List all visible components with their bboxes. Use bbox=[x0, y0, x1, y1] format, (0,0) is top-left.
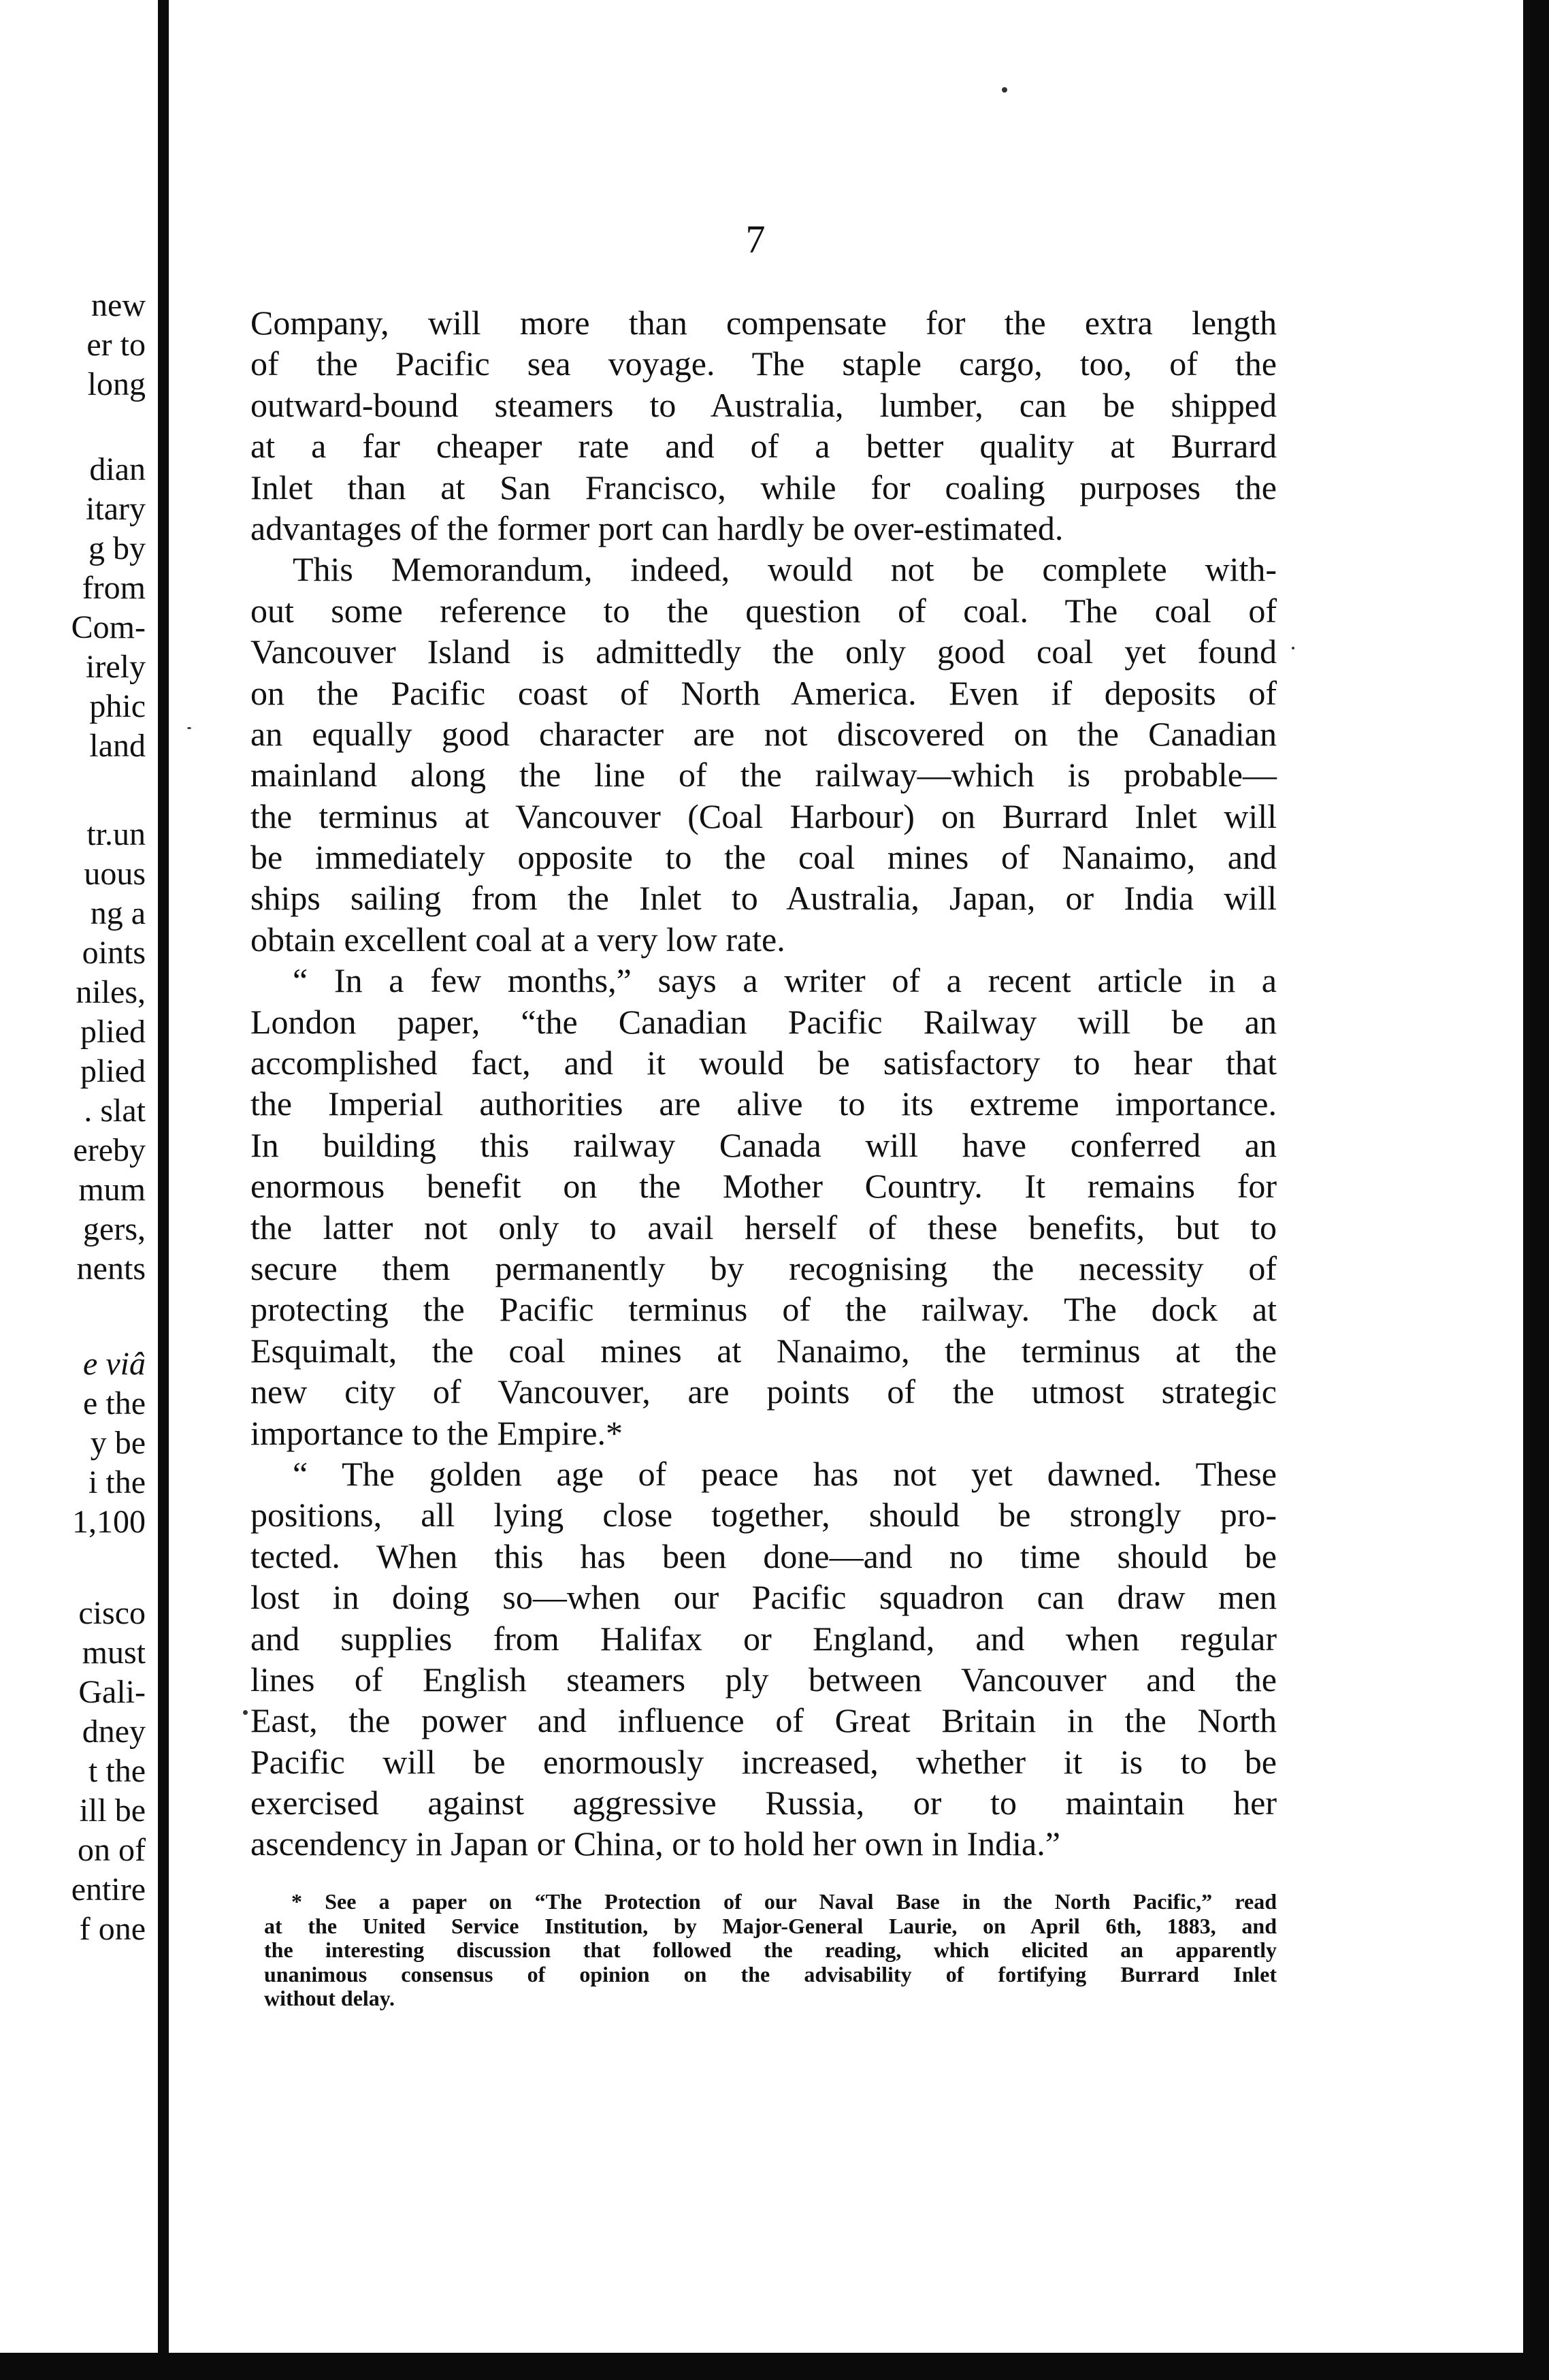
body-line: of the Pacific sea voyage. The staple cargo, too, of the bbox=[250, 344, 1277, 383]
body-line: lines of English steamers ply between Vancouver and the bbox=[250, 1660, 1277, 1699]
facing-page-text: land bbox=[89, 728, 146, 764]
body-line: Esquimalt, the coal mines at Nanaimo, the terminus at the bbox=[250, 1331, 1277, 1370]
facing-page-text: niles, bbox=[76, 974, 146, 1010]
body-line: importance to the Empire.* bbox=[250, 1413, 623, 1452]
facing-page-text: ill be bbox=[79, 1792, 146, 1829]
facing-page-text: ereby bbox=[73, 1132, 146, 1168]
scan-speck bbox=[243, 1710, 248, 1715]
facing-page-text: nents bbox=[76, 1251, 146, 1287]
footnote-line: at the United Service Institution, by Major-General Laurie, on April 6th, 1883, and bbox=[264, 1913, 1277, 1938]
body-line: new city of Vancouver, are points of the utmost strategic bbox=[250, 1372, 1277, 1411]
facing-page-text: Gali- bbox=[78, 1674, 146, 1710]
facing-page-text: 1,100 bbox=[72, 1504, 146, 1540]
facing-page-text: mum bbox=[78, 1172, 146, 1208]
footnote-line: the interesting discussion that followed the reading, which elicited an apparently bbox=[264, 1937, 1277, 1962]
body-line: accomplished fact, and it would be satisfactory to hear that bbox=[250, 1044, 1277, 1082]
body-line: tected. When this has been done—and no time should be bbox=[250, 1537, 1277, 1575]
facing-page-text: . slat bbox=[84, 1093, 146, 1129]
body-line: exercised against aggressive Russia, or to maintain her bbox=[250, 1784, 1277, 1822]
facing-page-text: entire bbox=[71, 1871, 146, 1908]
facing-page-text: uous bbox=[84, 856, 146, 892]
footnote-line: without delay. bbox=[264, 1986, 395, 2010]
facing-page-text: g by bbox=[88, 530, 146, 566]
body-line: East, the power and influence of Great Britain in the North bbox=[250, 1701, 1277, 1740]
body-line: London paper, “the Canadian Pacific Railway will be an bbox=[250, 1002, 1277, 1041]
body-line: the terminus at Vancouver (Coal Harbour) on Burrard Inlet will bbox=[250, 797, 1277, 835]
scan-speck bbox=[187, 727, 191, 729]
facing-page-text: dney bbox=[82, 1714, 146, 1750]
facing-page-text: e the bbox=[83, 1385, 146, 1421]
body-line: the latter not only to avail herself of these benefits, but to bbox=[250, 1208, 1277, 1247]
body-line: the Imperial authorities are alive to its extreme importance. bbox=[250, 1084, 1277, 1123]
body-line: positions, all lying close together, should be strongly pro- bbox=[250, 1496, 1277, 1534]
facing-page-text: Com- bbox=[71, 609, 146, 645]
facing-page-text: y be bbox=[90, 1425, 146, 1461]
facing-page-text: e viâ bbox=[83, 1346, 146, 1382]
facing-page-text: t the bbox=[88, 1753, 146, 1789]
facing-page-text: tr.un bbox=[86, 816, 146, 852]
footnote-line: unanimous consensus of opinion on the advisability of fortifying Burrard Inlet bbox=[264, 1961, 1277, 1987]
facing-page-text: ng a bbox=[90, 895, 146, 931]
facing-page-text: oints bbox=[82, 935, 146, 971]
facing-page-text: plied bbox=[80, 1014, 146, 1050]
body-line: protecting the Pacific terminus of the railway. The dock at bbox=[250, 1290, 1277, 1329]
body-line: In building this railway Canada will have conferred an bbox=[250, 1125, 1277, 1164]
footnote-line: * See a paper on “The Protection of our Naval Base in the North Pacific,” read bbox=[291, 1889, 1277, 1914]
facing-page-text: i the bbox=[88, 1464, 146, 1500]
body-line: Inlet than at San Francisco, while for coaling purposes the bbox=[250, 468, 1277, 506]
body-line: secure them permanently by recognising the necessity of bbox=[250, 1249, 1277, 1287]
body-line: enormous benefit on the Mother Country. It remains for bbox=[250, 1167, 1277, 1206]
book-gutter bbox=[158, 0, 169, 2380]
facing-page-text: itary bbox=[86, 491, 146, 527]
body-line: “ The golden age of peace has not yet dawned. These bbox=[293, 1454, 1277, 1493]
scan-border-bottom bbox=[0, 2353, 1549, 2380]
body-line: This Memorandum, indeed, would not be complete with- bbox=[293, 550, 1277, 589]
body-line: mainland along the line of the railway—which is probable— bbox=[250, 756, 1277, 794]
body-line: on the Pacific coast of North America. Even if deposits of bbox=[250, 673, 1277, 712]
body-line: be immediately opposite to the coal mines of Nanaimo, and bbox=[250, 838, 1277, 877]
facing-page-text: dian bbox=[89, 451, 146, 487]
facing-page-text: must bbox=[82, 1635, 146, 1671]
page-number: 7 bbox=[745, 217, 766, 261]
scan-speck bbox=[1002, 87, 1007, 93]
facing-page-text: new bbox=[91, 287, 146, 323]
facing-page-text: cisco bbox=[78, 1595, 146, 1631]
body-line: out some reference to the question of coal. The coal of bbox=[250, 591, 1277, 630]
body-line: ascendency in Japan or China, or to hold her own in India.” bbox=[250, 1824, 1060, 1863]
facing-page-text: er to bbox=[86, 327, 146, 363]
facing-page-text: plied bbox=[80, 1053, 146, 1089]
facing-page-text: from bbox=[82, 570, 146, 606]
body-line: obtain excellent coal at a very low rate. bbox=[250, 920, 785, 959]
body-line: advantages of the former port can hardly be over-estimated. bbox=[250, 509, 1064, 547]
scan-speck bbox=[1292, 647, 1294, 649]
body-line: Pacific will be enormously increased, whether it is to be bbox=[250, 1742, 1277, 1781]
facing-page-text: phic bbox=[89, 688, 146, 724]
body-line: at a far cheaper rate and of a better quality at Burrard bbox=[250, 427, 1277, 466]
body-line: outward-bound steamers to Australia, lumber, can be shipped bbox=[250, 385, 1277, 424]
facing-page-fragment bbox=[0, 0, 158, 2380]
facing-page-text: f one bbox=[79, 1911, 146, 1947]
body-text bbox=[250, 302, 1277, 1865]
body-line: lost in doing so—when our Pacific squadron can draw men bbox=[250, 1578, 1277, 1617]
footnote bbox=[264, 1890, 1277, 2011]
body-line: ships sailing from the Inlet to Australia, Japan, or India will bbox=[250, 879, 1277, 918]
facing-page-text: irely bbox=[86, 649, 146, 685]
body-line: Company, will more than compensate for the extra length bbox=[250, 304, 1277, 342]
facing-page-text: long bbox=[87, 366, 146, 402]
body-line: an equally good character are not discovered on the Canadian bbox=[250, 714, 1277, 753]
body-line: “ In a few months,” says a writer of a recent article in a bbox=[293, 961, 1277, 1000]
facing-page-text: on of bbox=[78, 1832, 146, 1868]
scan-border-right bbox=[1523, 0, 1549, 2380]
body-line: and supplies from Halifax or England, and when regular bbox=[250, 1619, 1277, 1658]
facing-page-text: gers, bbox=[83, 1211, 146, 1247]
body-line: Vancouver Island is admittedly the only good coal yet found bbox=[250, 632, 1277, 671]
